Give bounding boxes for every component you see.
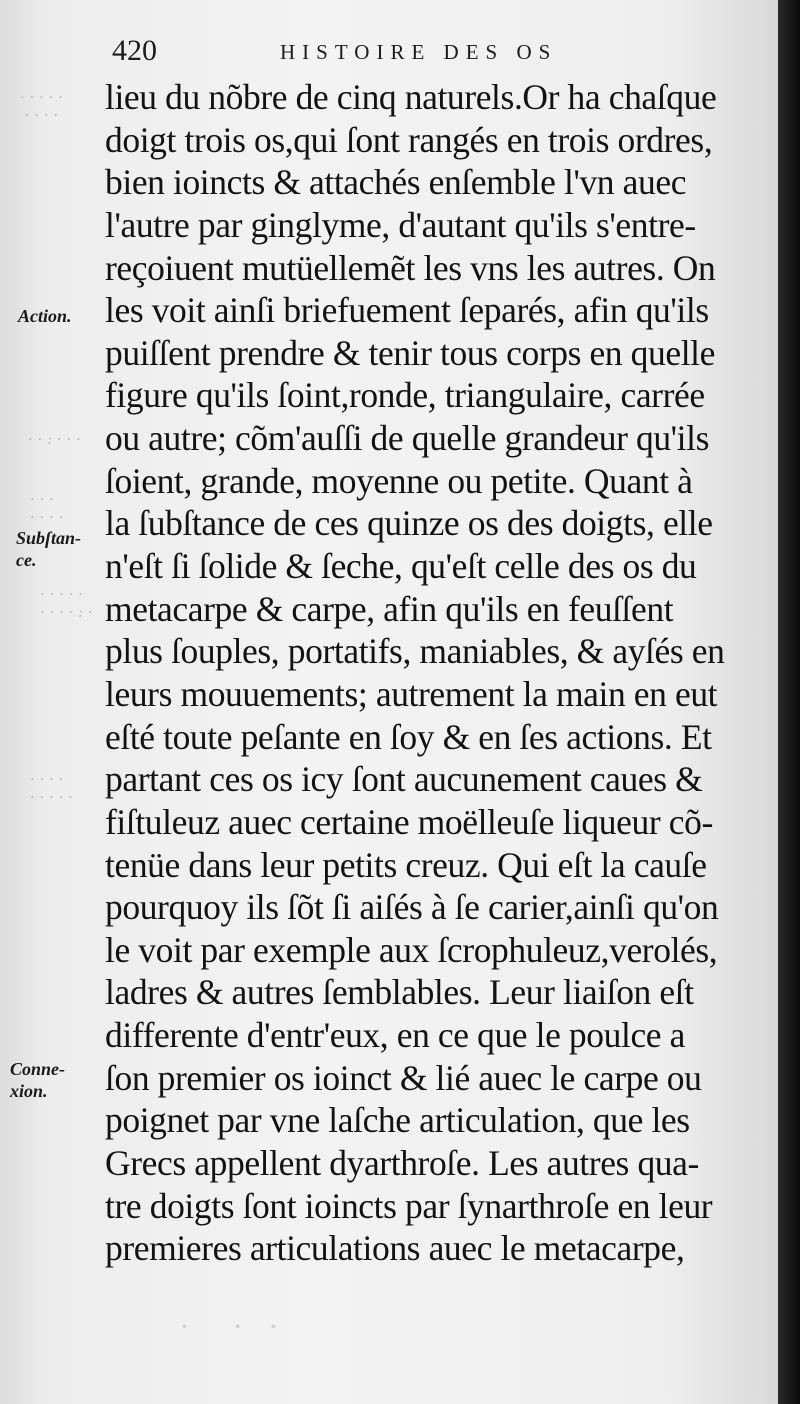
marginal-note-substance <box>16 527 81 571</box>
text-line: poignet par vne laſche articulation, que les <box>105 1100 690 1141</box>
text-line: tenüe dans leur petits creuz. Qui eſt la cauſe <box>105 844 707 885</box>
marginal-note-text: Conne- <box>10 1059 66 1079</box>
text-line: pourquoy ils ſõt ſi aiſés à ſe carier,ainſi qu'on <box>105 887 719 928</box>
text-line: ou autre; cõm'auſſi de quelle grandeur qu'ils <box>105 418 710 459</box>
text-line: n'eſt ſi ſolide & ſeche, qu'eſt celle des os du <box>105 546 697 587</box>
text-line: partant ces os icy ſont aucunement caues & <box>105 759 703 800</box>
text-line: ſoient, grande, moyenne ou petite. Quant à <box>105 460 693 501</box>
bleed-through-ghost-text: · · : · · · <box>28 430 81 448</box>
text-line: doigt trois os,qui ſont rangés en trois ordres, <box>105 119 713 160</box>
bleed-through-ghost-text: · · · · · · · <box>30 490 64 526</box>
text-line: les voit ainſi briefuement ſeparés, afin qu'ils <box>105 290 709 331</box>
body-text <box>105 76 765 1270</box>
text-line: l'autre par ginglyme, d'autant qu'ils s'entre- <box>105 204 696 245</box>
text-line: tre doigts ſont ioincts par ſynarthroſe en leur <box>105 1185 713 1226</box>
book-gutter-shadow <box>778 0 800 1404</box>
running-title: HISTOIRE DES OS <box>280 40 558 64</box>
text-line: le voit par exemple aux ſcrophuleuz,verolés, <box>105 929 718 970</box>
page-header <box>112 34 712 74</box>
text-line: figure qu'ils ſoint,ronde, triangulaire, carrée <box>105 375 705 416</box>
text-line: premieres articulations auec le metacarpe, <box>105 1228 685 1269</box>
bleed-through-ghost-text: · · · · · · · · · : · <box>40 585 93 621</box>
bleed-through-ghost-text: · · · · · · · · · <box>30 770 73 806</box>
text-line: la ſubſtance de ces quinze os des doigts, elle <box>105 503 713 544</box>
marginal-note-text: xion. <box>10 1081 48 1101</box>
text-line: leurs mouuements; autrement la main en eut <box>105 673 718 714</box>
text-line: puiſſent prendre & tenir tous corps en quelle <box>105 332 715 373</box>
marginal-note-connexion <box>10 1058 65 1102</box>
bleed-through-ghost-text: · · · <box>180 1310 278 1343</box>
text-line: Grecs appellent dyarthroſe. Les autres qua- <box>105 1143 699 1184</box>
marginal-note-text: Subſtan- <box>16 528 82 548</box>
text-line: eſté toute peſante en ſoy & en ſes actions. Et <box>105 716 712 757</box>
text-line: reçoiuent mutüellemẽt les vns les autres. On <box>105 247 716 288</box>
text-line: ladres & autres ſemblables. Leur liaiſon eſt <box>105 972 694 1013</box>
text-line: differente d'entr'eux, en ce que le poulce a <box>105 1015 685 1056</box>
bleed-through-ghost-text: · · · · · · · · · <box>20 88 63 124</box>
text-line: fiſtuleuz auec certaine moëlleuſe liqueur cõ- <box>105 801 713 842</box>
text-line: plus ſouples, portatifs, maniables, & ayſés en <box>105 631 725 672</box>
text-line: bien ioincts & attachés enſemble l'vn auec <box>105 162 687 203</box>
text-line: ſon premier os ioinct & lié auec le carpe ou <box>105 1057 702 1098</box>
text-line: metacarpe & carpe, afin qu'ils en feuſſent <box>105 588 674 629</box>
marginal-note-action <box>18 305 72 327</box>
text-line: lieu du nõbre de cinq naturels.Or ha chaſque <box>105 77 717 117</box>
page-number: 420 <box>112 34 157 67</box>
marginal-note-text: ce. <box>16 550 37 570</box>
marginal-note-text: Action. <box>18 306 72 326</box>
